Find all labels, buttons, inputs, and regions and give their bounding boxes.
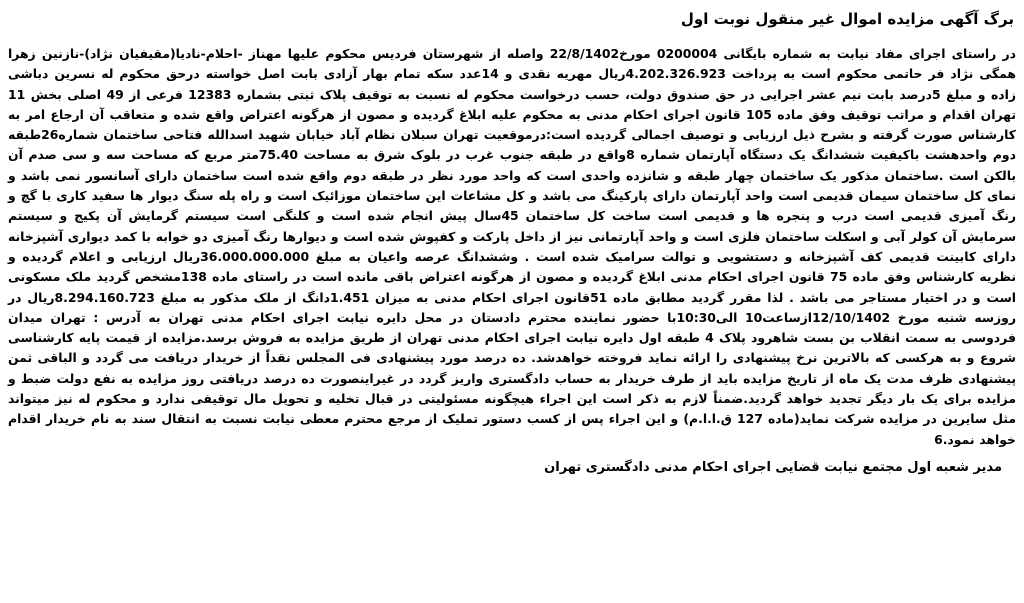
title-spacer — [8, 32, 1016, 44]
notice-signature: مدیر شعبه اول مجتمع نیابت قضایی اجرای احکام مدنی دادگستری تهران — [544, 459, 1002, 475]
notice-title: برگ آگهی مزایده اموال غیر منقول نوبت اول — [680, 10, 1014, 28]
notice-body: در راستای اجرای مفاد نیابت به شماره بایگانی 0200004 مورخ22/8/1402 واصله از شهرستان فردیس محکوم علیها مهناز -احلام-نادیا(مقیفیان نژاد)-نازنین زهرا همگی نژاد فر حاتمی محکوم است به پرداخت 4.202.326.923ریال مهریه نقدی و 14عدد سکه تمام بهار آزادی بابت اصل خواسته درحق محکوم له نسرین دباشی زاده و مبلغ 5درصد بابت نیم عشر اجرایی در حق صندوق دولت، حسب درخواست محکوم له نسبت به توقیف پلاک ثبتی بشماره 12383 فرعی از 49 اصلی بخش 11 تهران اقدام و مراتب توقیف وفق ماده 105 قانون اجرای احکام مدنی به محکوم علیه ابلاغ گردیده و مصون از هرگونه اعتراض واقع شده و متعاقب آن ارجاع امر به کارشناس صورت گرفته و بشرح ذیل ارزیابی و توصیف اجمالی گردیده است:درموقعیت تهران سبلان نظام آباد خیابان شهید اسدالله فتاحی ساختمان شماره26طبقه دوم واحدهشت باکیفیت ششدانگ یک دستگاه آپارتمان شماره 8واقع در طبقه جنوب غرب در بلوک شرق به مساحت 75.40متر مربع که مساحت سه و سی صدم آن بالکن است .ساختمان مذکور یک ساختمان چهار طبقه و شانزده واحدی است که واحد مورد نظر در طبقه دوم واقع شده است ساختمان دارای آسانسور نمی باشد و نمای کل ساختمان سیمان قدیمی است واحد آپارتمان دارای پارکینگ می باشد و کل مشاعات این ساختمان موزائیک است و راه پله سنگ دیوار ها سفید کاری با گچ و رنگ آمیزی قدیمی است درب و پنجره ها و قدیمی است ساخت کل ساختمان 45سال پیش انجام شده است و کلنگی است سیستم گرمایش آن پکیج و سیستم سرمایش آن کولر آبی و اسکلت ساختمان فلزی است و واحد آپارتمانی نیز از داخل پارکت و کفپوش شده است و دیوارها رنگ آمیزی دو خوابه با کمد دیواری آشپزخانه دارای کابینت قدیمی کف آشپزخانه و دستشویی و توالت سرامیک شده است . وششدانگ عرصه واعیان به مبلغ 36.000.000.000ریال ارزیابی و اعلام گردیده و نظریه کارشناس وفق ماده 75 قانون اجرای احکام مدنی ابلاغ گردیده و مصون از هرگونه اعتراض باقی مانده است در راستای ماده 138مشخص گردید ملک مسکونی است و در اختیار مستاجر می باشد . لذا مقرر گردید مطابق ماده 51قانون اجرای احکام مدنی به میزان 1.451دانگ از ملک مذکور به مبلغ 8.294.160.723ریال در روزسه شنبه مورخ 12/10/1402ازساعت10 الی10:30با حضور نماینده محترم دادستان در محل دایره نیابت اجرای احکام مدنی تهران به آدرس : تهران میدان فردوسی به سمت انقلاب بن بست شاهرود پلاک 4 طبقه اول دایره نیابت اجرای احکام مدنی تهران از طریق مزایده به فروش برسد.مزایده از قیمت پایه کارشناسی شروع و به هرکسی که بالاترین نرخ پیشنهادی را ارائه نماید فروخته خواهدشد. ده درصد مورد پیشنهادی فی المجلس نقداً از خریدار دریافت می گردد و الباقی ثمن پیشنهادی ظرف مدت یک ماه از تاریخ مزایده باید از طرف خریدار به حساب دادگستری واریز گردد در غیراینصورت ده درصد دریافتی روز مزایده به نفع دولت ضبط و مزایده برای یک بار دیگر تجدید خواهد گردید.ضمناً لازم به ذکر است این اجراء هیچگونه مسئولیتی در قبال تخلیه و تحویل مال توقیفی ندارد و محکوم له نیز میتواند مثل سایرین در مزایده شرکت نماید(ماده 127 ق.ا.ا.م) و این اجراء پس از کسب دستور تملیک از مرجع محترم معطی نیابت نسبت به انتقال سند به نام خریدار اقدام خواهد نمود.6 — [8, 46, 1017, 447]
auction-notice — [8, 6, 1016, 597]
